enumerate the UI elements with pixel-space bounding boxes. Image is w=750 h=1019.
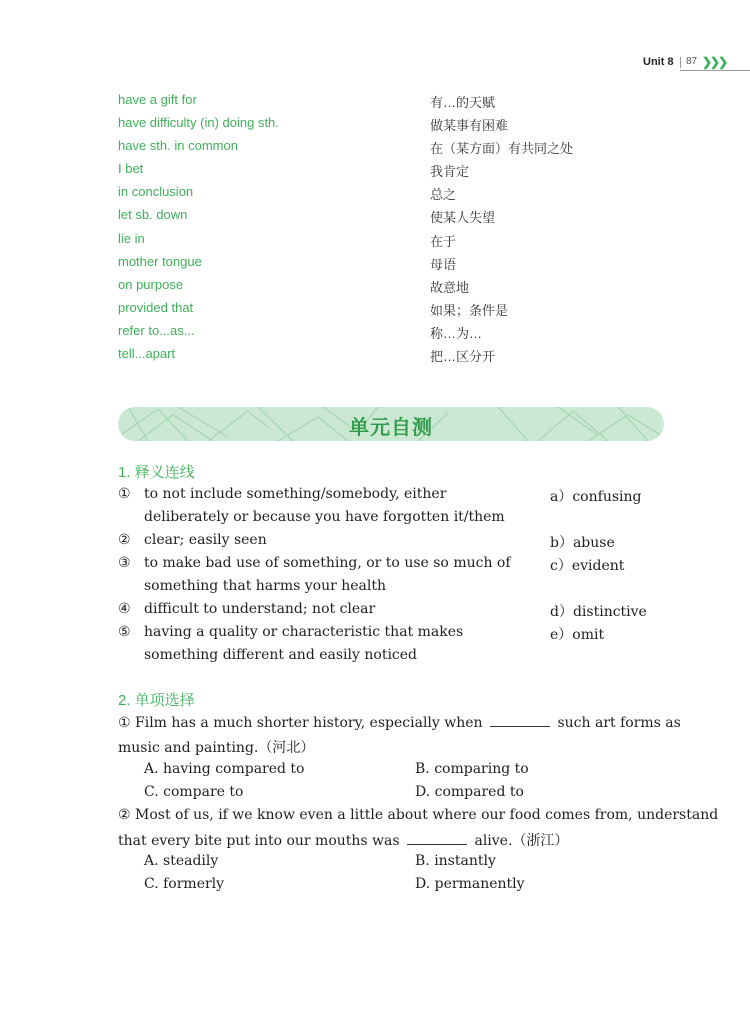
phrase-english: provided that (118, 299, 194, 315)
phrase-row (118, 138, 638, 161)
phrase-chinese: 在（某方面）有共同之处 (430, 141, 574, 157)
item-number: ③ (118, 555, 131, 571)
question-text: alive.（浙江） (474, 833, 569, 849)
unit-label: Unit 8 (643, 56, 674, 68)
phrase-row (118, 300, 638, 323)
definition-text: something different and easily noticed (144, 647, 418, 663)
phrase-row (118, 207, 638, 230)
banner-title: 单元自测 (349, 417, 433, 439)
question-number: ① (118, 715, 131, 731)
phrase-chinese: 称…为… (430, 325, 483, 341)
phrase-chinese: 母语 (430, 256, 457, 272)
phrase-row (118, 277, 638, 300)
question-text: Film has a much shorter history, especially when (135, 715, 483, 731)
definition-text: having a quality or characteristic that makes (144, 624, 464, 640)
phrase-english: have sth. in common (118, 138, 238, 154)
chevrons-icon: ❯❯❯ (702, 55, 727, 69)
phrase-row (118, 115, 638, 138)
phrase-list (118, 92, 638, 369)
definition-text: something that harms your health (144, 578, 387, 594)
section-banner (118, 407, 664, 441)
phrase-english: refer to...as... (118, 322, 195, 338)
matching-line (118, 509, 664, 529)
answer-option[interactable]: B. instantly (415, 853, 496, 869)
section-heading: 1. 释义连线 (118, 464, 195, 481)
phrase-english: let sb. down (118, 207, 188, 223)
answer-option[interactable]: D. compared to (415, 784, 524, 800)
item-number: ⑤ (118, 624, 131, 640)
phrase-row (118, 346, 638, 369)
definition-text: difficult to understand; not clear (144, 601, 376, 617)
question-line (118, 830, 664, 850)
match-option: e）omit (550, 627, 605, 643)
matching-line (118, 578, 664, 598)
question-line (118, 807, 719, 823)
page-number: 87 (686, 56, 698, 67)
phrase-chinese: 使某人失望 (430, 210, 496, 226)
phrase-row (118, 184, 638, 207)
item-number: ① (118, 486, 131, 502)
matching-line (118, 601, 664, 621)
definition-text: clear; easily seen (144, 532, 267, 548)
phrase-chinese: 总之 (430, 187, 457, 203)
phrase-chinese: 做某事有困难 (430, 118, 509, 134)
question-text: that every bite put into our mouths was (118, 833, 400, 849)
phrase-row (118, 161, 638, 184)
phrase-chinese: 我肯定 (430, 164, 470, 180)
page-header (640, 56, 750, 70)
question-number: ② (118, 807, 131, 823)
answer-blank[interactable] (407, 832, 467, 845)
phrase-row (118, 231, 638, 254)
question-line (118, 714, 681, 731)
phrase-english: in conclusion (118, 184, 194, 200)
question-text: music and painting.（河北） (118, 740, 315, 756)
phrase-row (118, 323, 638, 346)
match-option: d）distinctive (550, 604, 647, 620)
phrase-english: on purpose (118, 276, 184, 292)
header-divider (680, 57, 681, 68)
phrase-english: tell...apart (118, 346, 176, 362)
answer-option[interactable]: C. formerly (144, 876, 225, 892)
answer-option[interactable]: C. compare to (144, 784, 244, 800)
definition-text: to not include something/somebody, either (144, 486, 447, 502)
match-option: a）confusing (550, 489, 642, 505)
item-number: ④ (118, 601, 131, 617)
phrase-chinese: 把…区分开 (430, 349, 496, 365)
phrase-english: mother tongue (118, 253, 202, 269)
phrase-chinese: 在于 (430, 233, 457, 249)
phrase-row (118, 254, 638, 277)
answer-option[interactable]: D. permanently (415, 876, 525, 892)
phrase-english: I bet (118, 161, 144, 177)
phrase-english: lie in (118, 230, 145, 246)
matching-line (118, 647, 664, 667)
matching-line (118, 555, 664, 575)
phrase-chinese: 故意地 (430, 279, 470, 295)
definition-text: deliberately or because you have forgotten it/them (144, 509, 505, 525)
phrase-chinese: 有…的天赋 (430, 95, 496, 110)
item-number: ② (118, 532, 131, 548)
match-option: b）abuse (550, 535, 615, 551)
answer-option[interactable]: A. having compared to (144, 761, 305, 777)
matching-line (118, 486, 664, 506)
question-text: Most of us, if we know even a little about where our food comes from, understand (135, 807, 719, 823)
match-option: c）evident (550, 558, 625, 574)
definition-text: to make bad use of something, or to use so much of (144, 555, 511, 571)
answer-option[interactable]: B. comparing to (415, 761, 529, 777)
matching-line (118, 532, 664, 552)
section-heading: 2. 单项选择 (118, 692, 195, 709)
question-line (118, 737, 664, 757)
phrase-english: have a gift for (118, 92, 197, 107)
answer-blank[interactable] (490, 714, 550, 727)
matching-line (118, 624, 664, 644)
phrase-row (118, 92, 638, 115)
phrase-english: have difficulty (in) doing sth. (118, 115, 279, 131)
question-text: such art forms as (557, 715, 681, 731)
header-rule (680, 70, 750, 71)
phrase-chinese: 如果；条件是 (430, 302, 509, 318)
answer-option[interactable]: A. steadily (144, 853, 219, 869)
